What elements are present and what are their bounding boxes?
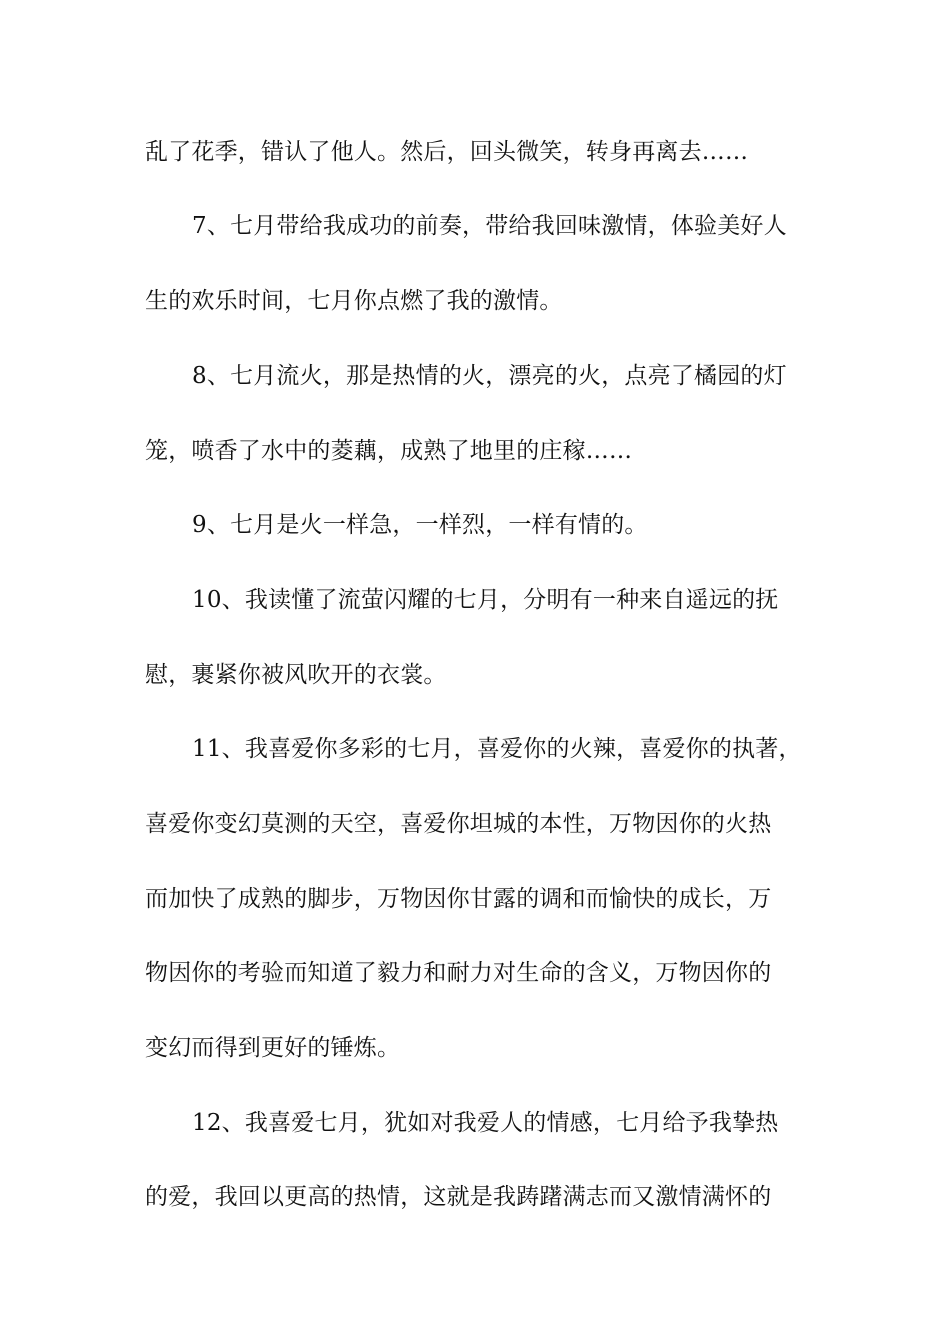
text-line-13: 变幻而得到更好的锤炼。 (145, 1035, 401, 1061)
text-line-10: 喜爱你变幻莫测的天空，喜爱你坦城的本性，万物因你的火热 (145, 811, 772, 837)
text-line-14: 12、我喜爱七月，犹如对我爱人的情感，七月给予我挚热 (192, 1110, 779, 1136)
text-line-11: 而加快了成熟的脚步，万物因你甘露的调和而愉快的成长，万 (145, 886, 772, 912)
text-line-6: 9、七月是火一样急，一样烈，一样有情的。 (192, 512, 648, 538)
text-line-3: 生的欢乐时间，七月你点燃了我的激情。 (145, 288, 563, 314)
text-line-7: 10、我读懂了流萤闪耀的七月，分明有一种来自遥远的抚 (192, 587, 779, 613)
text-line-8: 慰，裹紧你被风吹开的衣裳。 (145, 662, 447, 688)
text-line-2: 7、七月带给我成功的前奏，带给我回味激情，体验美好人 (192, 213, 787, 239)
text-line-12: 物因你的考验而知道了毅力和耐力对生命的含义，万物因你的 (145, 960, 772, 986)
text-line-4: 8、七月流火，那是热情的火，漂亮的火，点亮了橘园的灯 (192, 363, 787, 389)
text-line-9: 11、我喜爱你多彩的七月，喜爱你的火辣，喜爱你的执著， (192, 736, 802, 762)
text-line-15: 的爱，我回以更高的热情，这就是我踌躇满志而又激情满怀的 (145, 1184, 772, 1210)
text-line-1: 乱了花季，错认了他人。然后，回头微笑，转身再离去…… (145, 139, 749, 165)
text-line-5: 笼，喷香了水中的菱藕，成熟了地里的庄稼…… (145, 438, 633, 464)
